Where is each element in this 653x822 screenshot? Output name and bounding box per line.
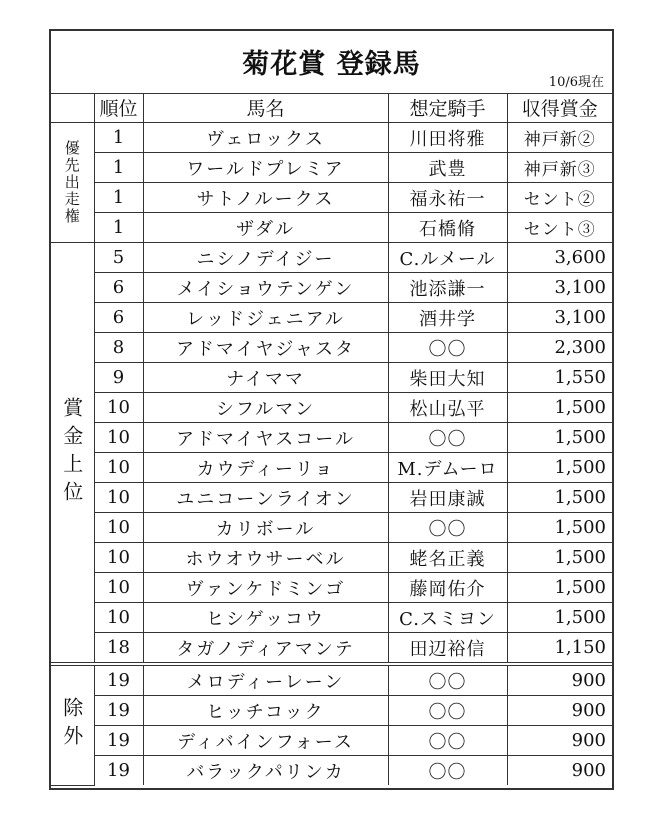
table-row [51, 153, 612, 183]
rank-cell: 19 [94, 756, 143, 786]
table-row [51, 696, 612, 726]
table-row [51, 363, 612, 393]
rank-cell: 10 [94, 543, 143, 573]
jockey-cell: 石橋脩 [388, 213, 507, 243]
rank-cell: 10 [94, 603, 143, 633]
prize-cell: 神戸新③ [507, 153, 612, 183]
jockey-cell: 松山弘平 [388, 393, 507, 423]
table-row [51, 543, 612, 573]
rank-cell: 10 [94, 513, 143, 543]
entries-table [51, 93, 612, 786]
prize-cell: 1,500 [507, 543, 612, 573]
table-row [51, 333, 612, 363]
group-label: 優先出走権 [51, 123, 94, 243]
rank-cell: 6 [94, 303, 143, 333]
jockey-cell: C.スミヨン [388, 603, 507, 633]
horse-name-cell: バラックパリンカ [143, 756, 388, 786]
table-row [51, 183, 612, 213]
rank-cell: 1 [94, 213, 143, 243]
prize-cell: 900 [507, 696, 612, 726]
horse-name-cell: ヴェロックス [143, 123, 388, 153]
jockey-cell: C.ルメール [388, 243, 507, 273]
table-row [51, 726, 612, 756]
horse-name-cell: ザダル [143, 213, 388, 243]
prize-cell: 1,500 [507, 603, 612, 633]
rank-cell: 19 [94, 696, 143, 726]
jockey-cell: 〇〇 [388, 756, 507, 786]
jockey-cell: 川田将雅 [388, 123, 507, 153]
jockey-cell: 〇〇 [388, 664, 507, 696]
prize-cell: 1,500 [507, 453, 612, 483]
table-row [51, 756, 612, 786]
horse-name-cell: メイショウテンゲン [143, 273, 388, 303]
jockey-cell: M.デムーロ [388, 453, 507, 483]
horse-name-cell: カリボール [143, 513, 388, 543]
jockey-cell: 福永祐一 [388, 183, 507, 213]
header-horse: 馬名 [143, 93, 388, 123]
jockey-cell: 池添謙一 [388, 273, 507, 303]
prize-cell: 900 [507, 726, 612, 756]
header-group [51, 93, 94, 123]
horse-name-cell: カウディーリョ [143, 453, 388, 483]
jockey-cell: 柴田大知 [388, 363, 507, 393]
rank-cell: 10 [94, 453, 143, 483]
horse-name-cell: ナイママ [143, 363, 388, 393]
horse-name-cell: サトノルークス [143, 183, 388, 213]
horse-name-cell: ホウオウサーベル [143, 543, 388, 573]
horse-name-cell: メロディーレーン [143, 664, 388, 696]
prize-cell: 3,600 [507, 243, 612, 273]
jockey-cell: 〇〇 [388, 333, 507, 363]
rank-cell: 8 [94, 333, 143, 363]
horse-name-cell: ディバインフォース [143, 726, 388, 756]
rank-cell: 19 [94, 726, 143, 756]
prize-cell: セント② [507, 183, 612, 213]
prize-cell: 神戸新② [507, 123, 612, 153]
horse-name-cell: ヴァンケドミンゴ [143, 573, 388, 603]
prize-cell: 1,500 [507, 513, 612, 543]
horse-name-cell: ユニコーンライオン [143, 483, 388, 513]
rank-cell: 1 [94, 183, 143, 213]
horse-name-cell: ヒッチコック [143, 696, 388, 726]
rank-cell: 19 [94, 664, 143, 696]
rank-cell: 1 [94, 153, 143, 183]
header-row [51, 93, 612, 123]
prize-cell: 1,500 [507, 393, 612, 423]
horse-name-cell: ワールドプレミア [143, 153, 388, 183]
jockey-cell: 岩田康誠 [388, 483, 507, 513]
table-row [51, 573, 612, 603]
table-row [51, 453, 612, 483]
registration-sheet [49, 29, 614, 790]
prize-cell: 2,300 [507, 333, 612, 363]
rank-cell: 10 [94, 423, 143, 453]
jockey-cell: 武豊 [388, 153, 507, 183]
table-row [51, 633, 612, 665]
rank-cell: 10 [94, 573, 143, 603]
title-row [51, 31, 612, 94]
jockey-cell: 蛯名正義 [388, 543, 507, 573]
table-row [51, 664, 612, 696]
jockey-cell: 〇〇 [388, 513, 507, 543]
table-row [51, 603, 612, 633]
horse-name-cell: アドマイヤスコール [143, 423, 388, 453]
as-of-date: 10/6現在 [548, 75, 604, 90]
jockey-cell: 〇〇 [388, 423, 507, 453]
prize-cell: 3,100 [507, 273, 612, 303]
horse-name-cell: ヒシゲッコウ [143, 603, 388, 633]
table-row [51, 303, 612, 333]
group-label: 除外 [51, 664, 94, 785]
table-row [51, 273, 612, 303]
table-row [51, 213, 612, 243]
prize-cell: 1,150 [507, 633, 612, 665]
page-title: 菊花賞 登録馬 [242, 49, 421, 80]
table-row [51, 423, 612, 453]
header-prize: 収得賞金 [507, 93, 612, 123]
group-label: 賞金上位 [51, 243, 94, 665]
jockey-cell: 田辺裕信 [388, 633, 507, 665]
prize-cell: 900 [507, 664, 612, 696]
table-row [51, 243, 612, 273]
table-row [51, 483, 612, 513]
horse-name-cell: ニシノデイジー [143, 243, 388, 273]
prize-cell: 1,500 [507, 423, 612, 453]
horse-name-cell: アドマイヤジャスタ [143, 333, 388, 363]
rank-cell: 10 [94, 483, 143, 513]
jockey-cell: 藤岡佑介 [388, 573, 507, 603]
rank-cell: 1 [94, 123, 143, 153]
horse-name-cell: タガノディアマンテ [143, 633, 388, 665]
rank-cell: 9 [94, 363, 143, 393]
table-row [51, 393, 612, 423]
horse-name-cell: シフルマン [143, 393, 388, 423]
prize-cell: 1,500 [507, 483, 612, 513]
prize-cell: 3,100 [507, 303, 612, 333]
table-body [51, 123, 612, 786]
rank-cell: 18 [94, 633, 143, 665]
header-rank: 順位 [94, 93, 143, 123]
rank-cell: 5 [94, 243, 143, 273]
prize-cell: 1,550 [507, 363, 612, 393]
jockey-cell: 〇〇 [388, 696, 507, 726]
rank-cell: 6 [94, 273, 143, 303]
prize-cell: 1,500 [507, 573, 612, 603]
rank-cell: 10 [94, 393, 143, 423]
prize-cell: セント③ [507, 213, 612, 243]
jockey-cell: 酒井学 [388, 303, 507, 333]
prize-cell: 900 [507, 756, 612, 786]
jockey-cell: 〇〇 [388, 726, 507, 756]
table-row [51, 123, 612, 153]
horse-name-cell: レッドジェニアル [143, 303, 388, 333]
header-jockey: 想定騎手 [388, 93, 507, 123]
table-row [51, 513, 612, 543]
